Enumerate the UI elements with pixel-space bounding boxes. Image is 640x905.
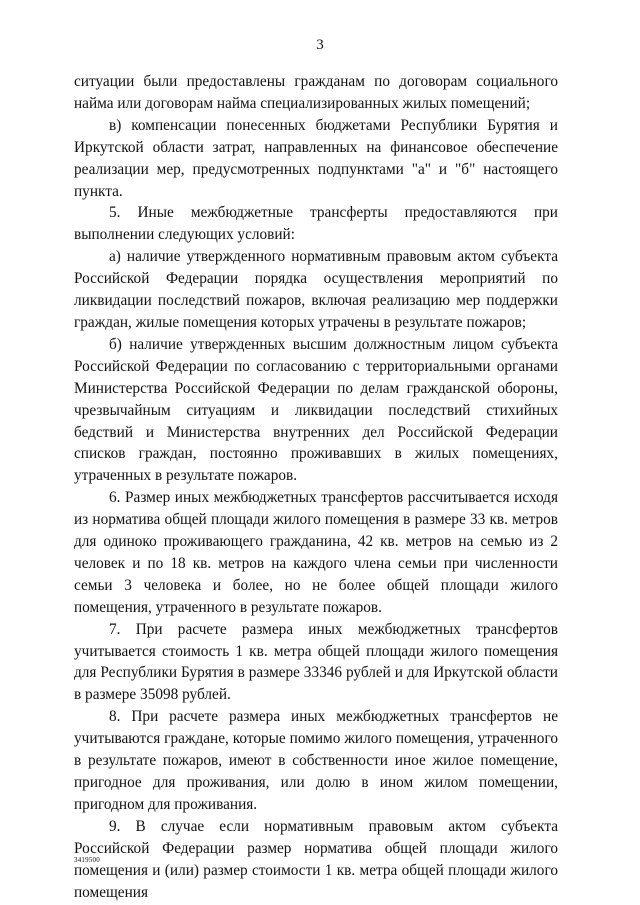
paragraph-clause-6: 6. Размер иных межбюджетных трансфертов рассчитывается исходя из норматива общей площади жилого помещения в размере 33 кв. метров для одиноко проживающего гражданина, 42 кв. метров на семью из 2 человек и по 18 кв. метров на каждого члена семьи при численности семьи 3 человека и более, но не более общей площади жилого помещения, утраченного в результате пожаров. xyxy=(74,489,558,616)
paragraph-continuation: ситуации были предоставлены гражданам по договорам социального найма или договорам найма специализированных жилых помещений; xyxy=(74,73,558,112)
paragraph-clause-9: 9. В случае если нормативным правовым актом субъекта Российской Федерации размер норматива общей площади жилого помещения и (или) размер стоимости 1 кв. метра общей площади жилого помещения xyxy=(74,817,558,901)
paragraph-clause-8: 8. При расчете размера иных межбюджетных трансфертов не учитываются граждане, которые помимо жилого помещения, утраченного в результате пожаров, имеют в собственности иное жилое помещение, пригодное для проживания, или долю в ином жилом помещении, пригодном для проживания. xyxy=(74,708,558,813)
document-code: 3419500 xyxy=(74,856,100,864)
page-number: 3 xyxy=(316,37,324,53)
paragraph-clause-7: 7. При расчете размера иных межбюджетных трансфертов учитывается стоимость 1 кв. метра общей площади жилого помещения для Республики Бурятия в размере 33346 рублей и для Иркутской области в размере 35098 рублей. xyxy=(74,620,558,704)
paragraph-item-b: б) наличие утвержденных высшим должностным лицом субъекта Российской Федерации по согласованию с территориальными органами Министерства Российской Федерации по делам гражданской обороны, чрезвычайным ситуациям и ликвидации последствий стихийных бедствий и Министерства внутренних дел Российской Федерации списков граждан, постоянно проживавших в жилых помещениях, утраченных в результате пожаров. xyxy=(74,335,558,485)
paragraph-item-a: а) наличие утвержденного нормативным правовым актом субъекта Российской Федерации порядка осуществления мероприятий по ликвидации последствий пожаров, включая реализацию мер поддержки граждан, жилые помещения которых утрачены в результате пожаров; xyxy=(74,248,558,331)
paragraph-clause-5: 5. Иные межбюджетные трансферты предоставляются при выполнении следующих условий: xyxy=(74,204,558,244)
paragraph-item-v: в) компенсации понесенных бюджетами Республики Бурятия и Иркутской области затрат, направленных на финансовое обеспечение реализации мер, предусмотренных подпунктами "а" и "б" настоящего пункта. xyxy=(74,116,558,200)
document-body xyxy=(74,71,558,903)
